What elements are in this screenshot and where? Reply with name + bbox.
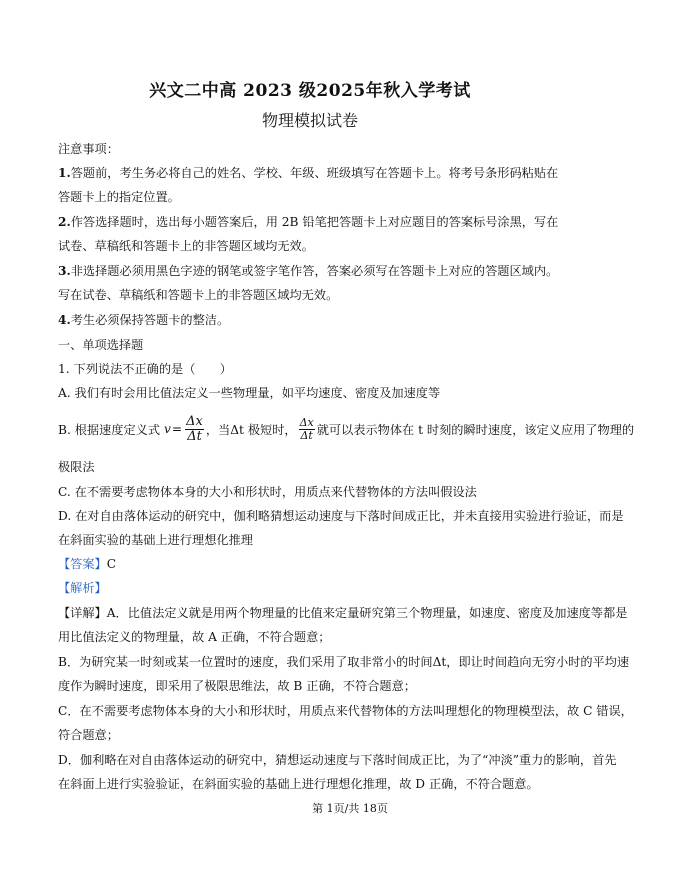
notice-item-text: 答题前，考生务必将自己的姓名、学校、年级、班级填写在答题卡上。将考号条形码粘贴在 (70, 166, 559, 180)
notice-item-text: 作答选择题时，选出每小题答案后，用 2B 铅笔把答题卡上对应题目的答案标号涂黑，写在 (70, 215, 559, 229)
fraction-numerator: Δx (186, 413, 203, 429)
notice-item-1-line-2: 答题卡上的指定位置。 (58, 190, 180, 204)
analysis-line: C．在不需要考虑物体本身的大小和形状时，用质点来代替物体的方法叫理想化的物理模型法，故 C 错误， (58, 704, 633, 718)
option-d-line-2: 在斜面实验的基础上进行理想化推理 (58, 533, 253, 547)
option-a: A. 我们有时会用比值法定义一些物理量，如平均速度、密度及加速度等 (58, 386, 441, 400)
page-title: 兴文二中高 2023 级2025年秋入学考试 (149, 81, 471, 101)
page-number: 第 1页/共 18页 (312, 802, 388, 815)
analysis-line: 在斜面上进行实验验证，在斜面实验的基础上进行理想化推理，故 D 正确，不符合题意。 (58, 777, 539, 791)
notice-item-text: 考生必须保持答题卡的整洁。 (70, 313, 230, 327)
notice-item-number: 2. (58, 215, 71, 229)
analysis-line: 符合题意； (58, 728, 119, 742)
notice-item-3-line-2: 写在试卷、草稿纸和答题卡上的非答题区域均无效。 (58, 288, 339, 302)
option-b-text-3: 就可以表示物体在 t 时刻的瞬时速度，该定义应用了物理的 (316, 422, 635, 437)
notice-item-3-line-1 (58, 262, 558, 279)
analysis-label: 【解析】 (58, 581, 107, 595)
formula-equals: = (171, 422, 183, 436)
fraction-denominator: Δt (187, 428, 202, 444)
option-d-line-1: D. 在对自由落体运动的研究中，伽利略猜想运动速度与下落时间成正比，并未直接用实验进行验证，而是 (58, 509, 624, 523)
ratio-fraction (299, 417, 315, 442)
notice-heading: 注意事项： (58, 142, 119, 156)
notice-item-2-line-1 (58, 213, 558, 230)
question-stem: 1. 下列说法不正确的是（ ） (58, 362, 232, 376)
analysis-line: 【详解】A．比值法定义就是用两个物理量的比值来定量研究第三个物理量，如速度、密度及加速度等都是 (58, 606, 628, 620)
notice-item-4-line-1 (58, 311, 229, 328)
answer-label: 【答案】 (58, 557, 107, 571)
option-b-text-1: B. 根据速度定义式 (58, 422, 161, 437)
answer (58, 555, 116, 572)
notice-item-number: 3. (58, 264, 71, 278)
analysis-line: 用比值法定义的物理量，故 A 正确，不符合题意； (58, 630, 331, 644)
notice-item-number: 1. (58, 166, 71, 180)
option-b-text-2: ，当Δt 极短时， (205, 422, 297, 437)
option-b-continuation: 极限法 (58, 460, 95, 474)
option-c: C. 在不需要考虑物体本身的大小和形状时，用质点来代替物体的方法叫假设法 (58, 485, 477, 499)
velocity-fraction (185, 415, 204, 444)
answer-value: C (106, 557, 117, 571)
analysis-line: D．伽利略在对自由落体运动的研究中，猜想运动速度与下落时间成正比，为了“冲淡”重力的影响，首先 (58, 753, 617, 767)
notice-item-number: 4. (58, 313, 71, 327)
section-heading: 一、单项选择题 (58, 338, 144, 352)
formula-v: v (164, 422, 171, 436)
analysis-line: B．为研究某一时刻或某一位置时的速度，我们采用了取非常小的时间Δt，即让时间趋向无穷小时的平均速 (58, 655, 630, 669)
fraction-denominator: Δt (300, 428, 313, 442)
notice-item-1-line-1 (58, 164, 558, 181)
analysis-line: 度作为瞬时速度，即采用了极限思维法，故 B 正确，不符合题意； (58, 679, 416, 693)
page-subtitle: 物理模拟试卷 (261, 111, 358, 130)
option-b (58, 414, 634, 444)
notice-item-text: 非选择题必须用黑色字迹的钢笔或签字笔作答，答案必须写在答题卡上对应的答题区域内。 (70, 264, 559, 278)
fraction-numerator: Δx (299, 415, 314, 429)
notice-item-2-line-2: 试卷、草稿纸和答题卡上的非答题区域均无效。 (58, 239, 314, 253)
